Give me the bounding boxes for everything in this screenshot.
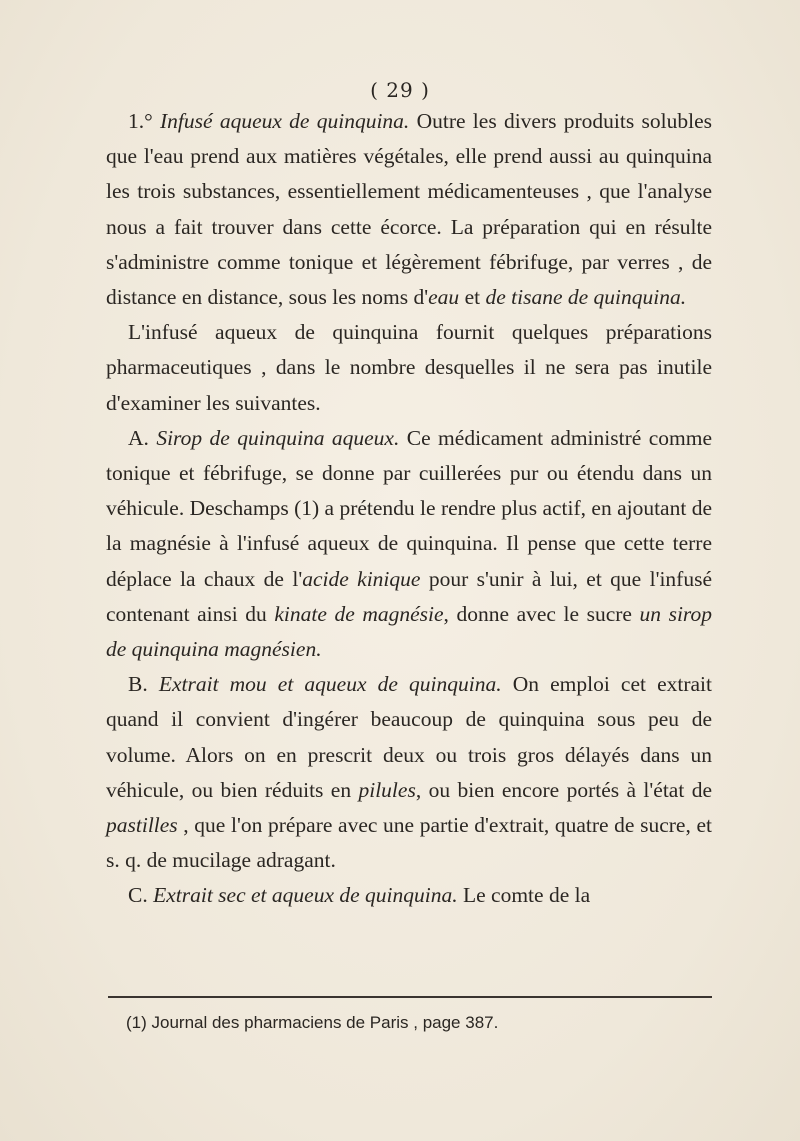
italic-term: pilules <box>358 777 416 802</box>
section-title: Sirop de quinquina aqueux. <box>156 425 400 450</box>
paragraph-text: , ou bien encore portés à l'état de <box>415 777 712 802</box>
paragraph-preparations: L'infusé aqueux de quinquina fournit quelques préparations pharmaceutiques , dans le nombre desquelles il ne sera pas inutile d'examiner les suivantes. <box>106 320 712 415</box>
body-text <box>106 104 712 914</box>
section-number: C. <box>128 883 154 908</box>
footnote-divider <box>108 996 712 998</box>
section-number: A. <box>128 425 157 450</box>
paragraph-text: Le comte de la <box>457 883 591 908</box>
italic-term: acide kinique <box>302 566 421 591</box>
italic-term: de tisane de quinquina. <box>485 285 687 310</box>
italic-term: un sirop de quinquina magnésien. <box>106 601 712 662</box>
paragraph-text: pour s'unir à lui, et que l'infusé contenant ainsi du <box>106 566 713 626</box>
section-title: Extrait mou et aqueux de quinquina. <box>158 672 502 697</box>
paragraph-extrait-sec <box>106 878 712 913</box>
section-number: 1.° <box>128 109 160 133</box>
section-title: Infusé aqueux de quinquina. <box>160 109 410 133</box>
paragraph-text: Ce médicament administré comme tonique et fébrifuge, se donne par cuillerées pur ou étendu dans un véhicule. Deschamps (1) a prétendu le rendre plus actif, en ajoutant de la magnésie à l'infusé aqueux de quinquina. Il pense que cette terre déplace la chaux de l' <box>106 425 712 591</box>
paragraph-text: et <box>459 285 486 310</box>
paragraph-text: Outre les divers produits solubles que l'eau prend aux matières végétales, elle prend aussi au quinquina les trois substances, essentiellement médicamenteuses , que l'analyse nous a fait trouver dans cette écorce. La préparation qui en résulte s'administre comme tonique et légèrement fébrifuge, par verres , de distance en distance, sous les noms d' <box>106 109 712 310</box>
paragraph-text: On emploi cet extrait quand il convient d'ingérer beaucoup de quinquina sous peu de volume. Alors on en prescrit deux ou trois gros délayés dans un véhicule, ou bien réduits en <box>106 672 712 802</box>
page-number: ( 29 ) <box>370 78 430 102</box>
paragraph-sirop <box>106 421 712 667</box>
section-number: B. <box>128 672 159 697</box>
section-title: Extrait sec et aqueux de quinquina. <box>153 883 458 908</box>
italic-term: eau <box>428 285 460 310</box>
paragraph-text: , donne avec le sucre <box>443 601 640 626</box>
italic-term: pastilles <box>106 813 178 838</box>
paragraph-infuse <box>106 104 712 315</box>
paragraph-extrait-mou <box>106 667 712 878</box>
footnote: (1) Journal des pharmaciens de Paris , page 387. <box>126 1013 499 1032</box>
italic-term: kinate de magnésie <box>274 601 444 626</box>
paragraph-text: , que l'on prépare avec une partie d'extrait, quatre de sucre, et s. q. de mucilage adragant. <box>106 813 712 873</box>
